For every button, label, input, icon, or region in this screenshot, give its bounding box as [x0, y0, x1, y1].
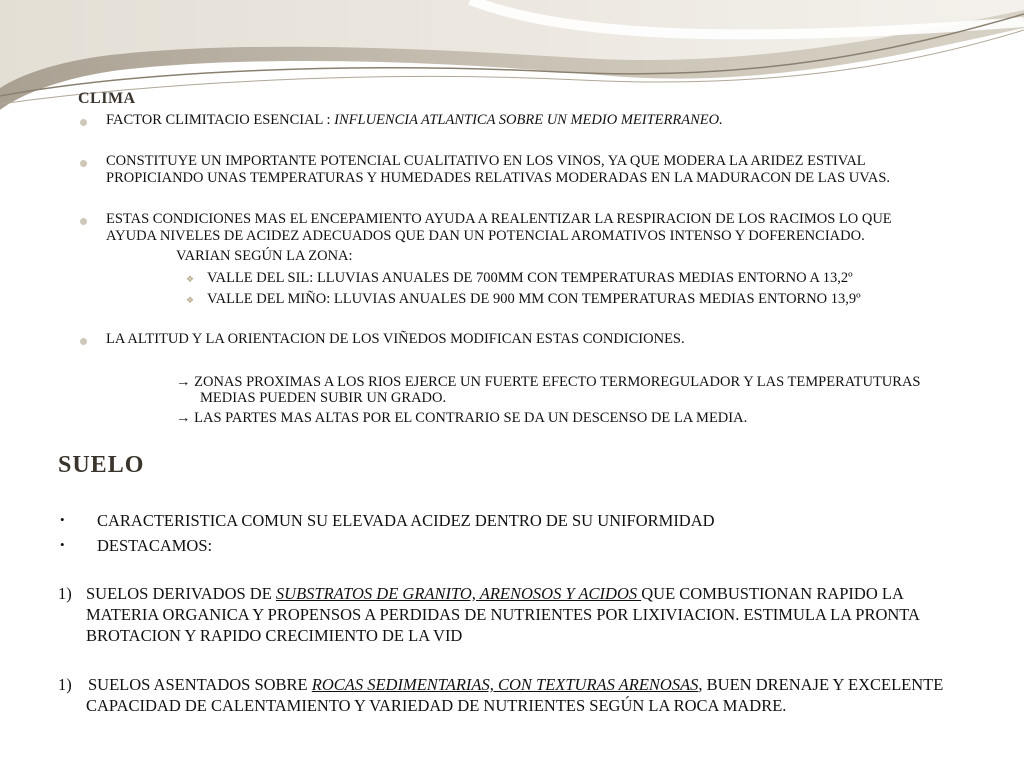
bullet-icon: •	[60, 537, 65, 552]
suelo-numbered-2-label: 1)	[58, 675, 72, 694]
clima-bullet-2-line2: PROPICIANDO UNAS TEMPERATURAS Y HUMEDADES RELATIVAS MODERADAS EN LA MADURACON DE LAS UVAS.	[106, 170, 891, 186]
clima-arrow-1-line1: → ZONAS PROXIMAS A LOS RIOS EJERCE UN FUERTE EFECTO TERMOREGULADOR Y LAS TEMPERATUTURAS	[176, 374, 921, 390]
suelo-numbered-2-line2: CAPACIDAD DE CALENTAMIENTO Y VARIEDAD DE NUTRIENTES SEGÚN LA ROCA MADRE.	[86, 696, 787, 715]
suelo-numbered-1-line3: BROTACION Y RAPIDO CRECIMIENTO DE LA VID	[86, 626, 463, 645]
suelo-heading: SUELO	[58, 452, 145, 478]
diamond-bullet-icon: ❖	[186, 274, 195, 284]
bullet-icon	[80, 160, 87, 167]
clima-bullet-3-line3: VARIAN SEGÚN LA ZONA:	[176, 248, 353, 264]
bullet-icon	[80, 338, 87, 345]
suelo-item-1: CARACTERISTICA COMUN SU ELEVADA ACIDEZ DENTRO DE SU UNIFORMIDAD	[97, 511, 715, 530]
clima-bullet-3-line1: ESTAS CONDICIONES MAS EL ENCEPAMIENTO AYUDA A REALENTIZAR LA RESPIRACION DE LOS RACIMOS LO QUE	[106, 211, 892, 227]
clima-arrow-1-line2: MEDIAS PUEDEN SUBIR UN GRADO.	[200, 390, 447, 406]
suelo-numbered-1-emphasis: SUBSTRATOS DE GRANITO, ARENOSOS Y ACIDOS	[275, 584, 642, 603]
clima-bullet-3-line2: AYUDA NIVELES DE ACIDEZ ADECUADOS QUE DAN UN POTENCIAL AROMATIVOS INTENSO Y DOFERENCIADO.	[106, 228, 865, 244]
clima-arrow-2: → LAS PARTES MAS ALTAS POR EL CONTRARIO SE DA UN DESCENSO DE LA MEDIA.	[176, 410, 748, 426]
clima-bullet-2-line1: CONSTITUYE UN IMPORTANTE POTENCIAL CUALITATIVO EN LOS VINOS, YA QUE MODERA LA ARIDEZ ESTIVAL	[106, 153, 866, 169]
clima-bullet-1-italic: INFLUENCIA ATLANTICA SOBRE UN MEDIO MEITERRANEO.	[334, 112, 723, 128]
suelo-numbered-1-line2: MATERIA ORGANICA Y PROPENSOS A PERDIDAS DE NUTRIENTES POR LIXIVIACION. ESTIMULA LA PRONTA	[86, 605, 920, 624]
suelo-numbered-1-label: 1)	[58, 584, 72, 603]
suelo-item-2: DESTACAMOS:	[97, 536, 213, 555]
bullet-icon	[80, 119, 87, 126]
diamond-bullet-icon: ❖	[186, 295, 195, 305]
clima-heading: CLIMA	[78, 90, 136, 107]
decorative-swoosh	[0, 0, 1024, 120]
suelo-numbered-2-line1: SUELOS ASENTADOS SOBRE ROCAS SEDIMENTARIAS, CON TEXTURAS ARENOSAS, BUEN DRENAJE Y EXCELENTE	[88, 675, 944, 694]
clima-sub-2: VALLE DEL MIÑO: LLUVIAS ANUALES DE 900 MM CON TEMPERATURAS MEDIAS ENTORNO 13,9º	[207, 291, 861, 307]
bullet-icon	[80, 218, 87, 225]
clima-sub-1: VALLE DEL SIL: LLUVIAS ANUALES DE 700MM CON TEMPERATURAS MEDIAS ENTORNO A 13,2º	[207, 270, 853, 286]
clima-bullet-4: LA ALTITUD Y LA ORIENTACION DE LOS VIÑEDOS MODIFICAN ESTAS CONDICIONES.	[106, 331, 685, 347]
bullet-icon: •	[60, 512, 65, 527]
suelo-numbered-1-line1: SUELOS DERIVADOS DE SUBSTRATOS DE GRANITO, ARENOSOS Y ACIDOS QUE COMBUSTIONAN RAPIDO LA	[86, 584, 904, 603]
suelo-numbered-2-emphasis: ROCAS SEDIMENTARIAS, CON TEXTURAS ARENOSAS	[311, 675, 699, 694]
clima-bullet-1: FACTOR CLIMITACIO ESENCIAL : INFLUENCIA ATLANTICA SOBRE UN MEDIO MEITERRANEO.	[106, 112, 723, 128]
